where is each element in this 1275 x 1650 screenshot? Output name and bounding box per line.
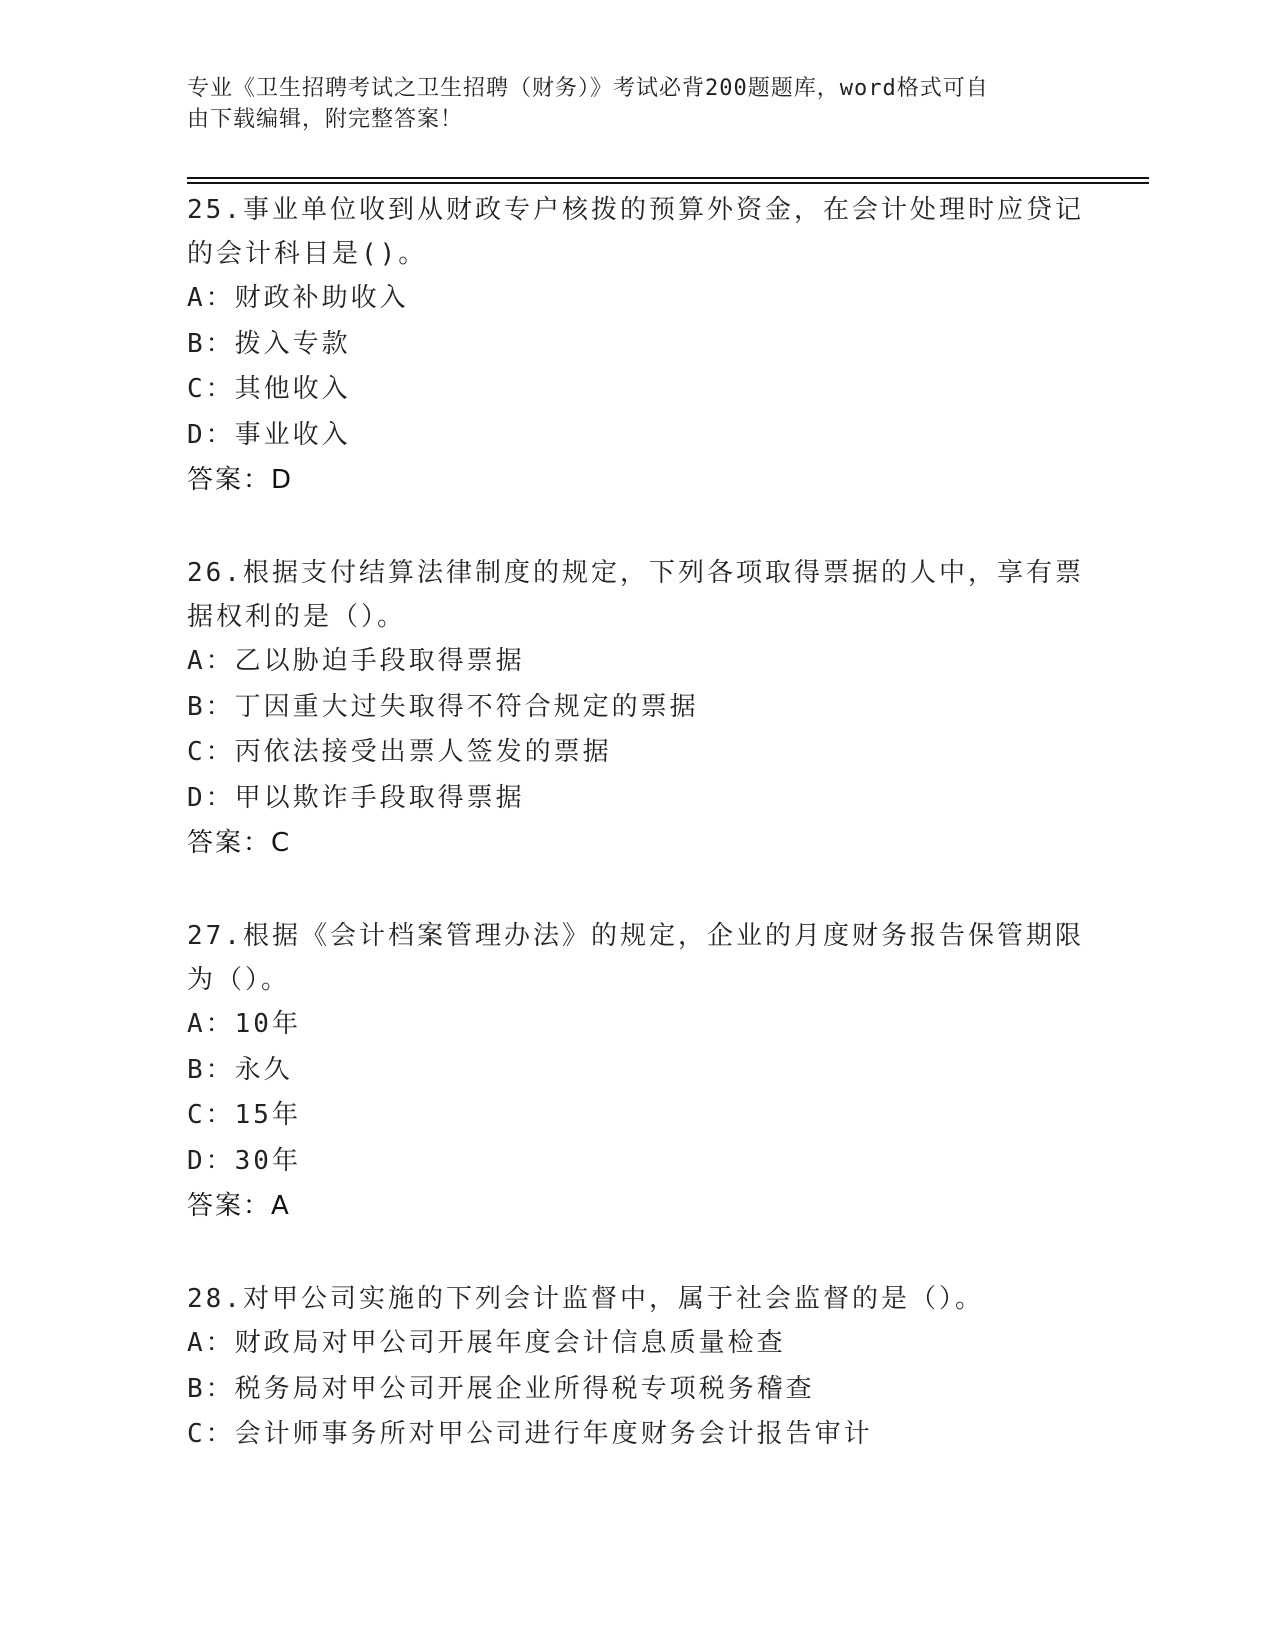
header-line-1: 专业《卫生招聘考试之卫生招聘（财务）》考试必背200题题库，word格式可自 [187, 76, 989, 101]
question-26-option-d: D：甲以欺诈手段取得票据 [187, 782, 525, 813]
question-27-line-1: 27.根据《会计档案管理办法》的规定，企业的月度财务报告保管期限 [187, 921, 1084, 951]
question-27-line-2: 为（）。 [187, 965, 291, 995]
question-27-option-d: D：30年 [187, 1145, 301, 1176]
question-25-line-1: 25.事业单位收到从财政专户核拨的预算外资金，在会计处理时应贷记 [187, 195, 1084, 225]
question-26-option-b: B：丁因重大过失取得不符合规定的票据 [187, 691, 699, 722]
question-25-line-2: 的会计科目是()。 [187, 239, 428, 269]
question-25-answer: 答案：D [187, 465, 294, 495]
question-26 [187, 551, 1087, 866]
header-divider-bottom [187, 182, 1149, 184]
question-28-line-1: 28.对甲公司实施的下列会计监督中，属于社会监督的是（）。 [187, 1284, 984, 1314]
question-26-line-2: 据权利的是（）。 [187, 602, 407, 632]
question-25 [187, 188, 1087, 503]
question-25-option-a: A：财政补助收入 [187, 283, 409, 313]
header-line-2: 由下载编辑，附完整答案！ [187, 107, 464, 132]
question-27-option-b: B：永久 [187, 1054, 293, 1085]
question-26-answer: 答案：C [187, 828, 292, 858]
question-25-option-b: B：拨入专款 [187, 328, 351, 359]
question-28-option-a: A：财政局对甲公司开展年度会计信息质量检查 [187, 1328, 786, 1358]
question-27-option-c: C：15年 [187, 1100, 301, 1130]
document-header [187, 73, 1067, 135]
question-27-answer: 答案：A [187, 1191, 291, 1221]
question-28-option-b: B：税务局对甲公司开展企业所得税专项税务稽查 [187, 1373, 815, 1404]
header-divider-top [187, 177, 1149, 179]
question-27-option-a: A：10年 [187, 1009, 301, 1039]
question-25-option-c: C：其他收入 [187, 374, 351, 404]
question-28-option-c: C：会计师事务所对甲公司进行年度财务会计报告审计 [187, 1419, 873, 1449]
question-26-option-c: C：丙依法接受出票人签发的票据 [187, 737, 612, 767]
question-25-option-d: D：事业收入 [187, 419, 351, 450]
question-27 [187, 914, 1087, 1229]
question-26-line-1: 26.根据支付结算法律制度的规定，下列各项取得票据的人中，享有票 [187, 558, 1084, 588]
question-28 [187, 1277, 1087, 1458]
question-26-option-a: A：乙以胁迫手段取得票据 [187, 646, 525, 676]
